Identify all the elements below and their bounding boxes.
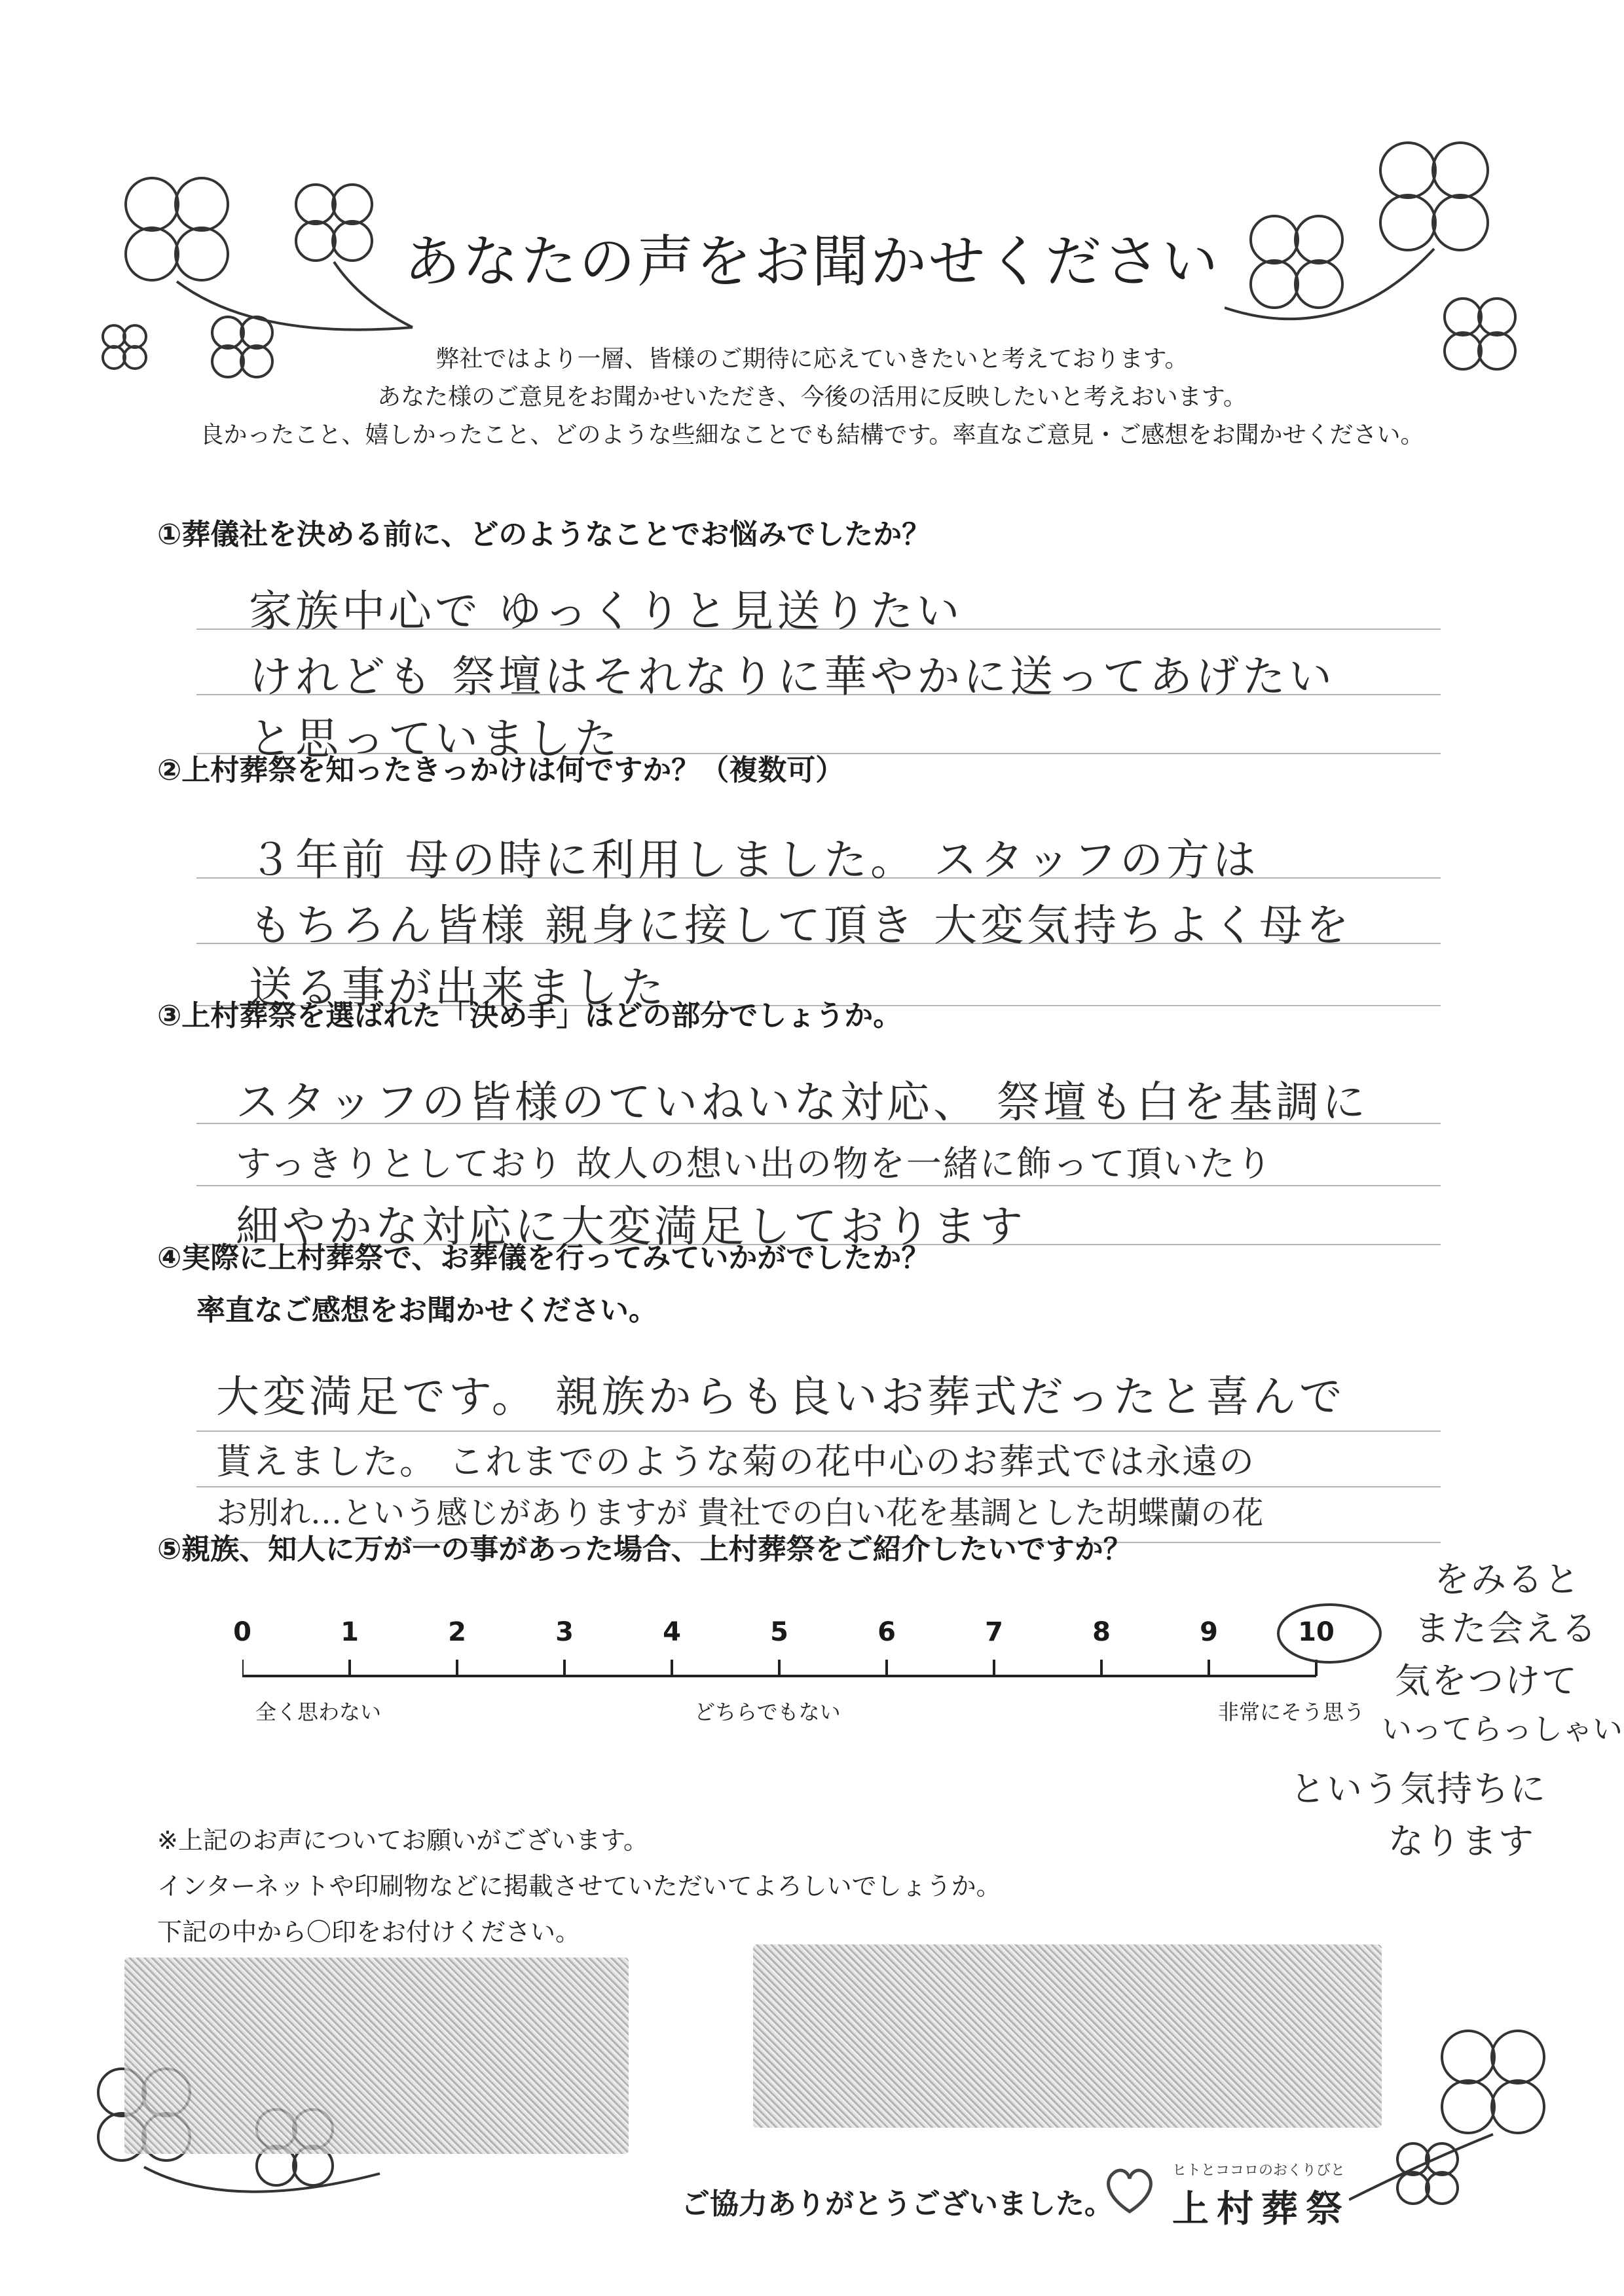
question-4-label: ④実際に上村葬祭で、お葬儀を行ってみていかがでしたか？ — [157, 1241, 931, 1275]
answer-1-line-1: 家族中心で ゆっくりと見送りたい — [249, 586, 963, 636]
notice-line-1: ※上記のお声についてお願いがございます。 — [157, 1826, 649, 1855]
scale-anchor-mid: どちらでもない — [694, 1700, 841, 1724]
scale-tick-2[interactable]: 2 — [448, 1617, 466, 1647]
answer-3-line-3: 細やかな対応に大変満足しております — [236, 1201, 1026, 1252]
answer-2-line-2: もちろん皆様 親身に接して頂き 大変気持ちよく母を — [249, 900, 1352, 951]
notice-line-2: インターネットや印刷物などに掲載させていただいてよろしいでしょうか。 — [157, 1872, 1001, 1901]
scale-tick-0[interactable]: 0 — [233, 1617, 251, 1647]
answer-3-line-1: スタッフの皆様のていねいな対応、 祭壇も白を基調に — [236, 1077, 1369, 1127]
scale-tick-9[interactable]: 9 — [1200, 1617, 1218, 1647]
brand-name: 上村葬祭 — [1172, 2188, 1350, 2231]
question-2-label: ②上村葬祭を知ったきっかけは何ですか？（複数可） — [157, 754, 845, 787]
scale-axis — [242, 1650, 1329, 1689]
scale-tick-1[interactable]: 1 — [341, 1617, 359, 1647]
margin-note-line-4: いってらっしゃい — [1382, 1711, 1623, 1747]
question-4-sublabel: 率直なご感想をお聞かせください。 — [196, 1294, 657, 1327]
scale-tick-5[interactable]: 5 — [770, 1617, 788, 1647]
question-5-label: ⑤親族、知人に万が一の事があった場合、上村葬祭をご紹介したいですか？ — [157, 1533, 1132, 1566]
answer-3-line-2: すっきりとしており 故人の想い出の物を一緒に飾って頂いたり — [236, 1143, 1273, 1184]
intro-line-2: あなた様のご意見をお聞かせいただき、今後の活用に反映したいと考えおいます。 — [377, 384, 1247, 410]
margin-note-line-5: という気持ちに — [1290, 1768, 1547, 1810]
scale-anchor-high: 非常にそう思う — [1218, 1700, 1365, 1724]
scale-anchor-low: 全く思わない — [255, 1700, 382, 1724]
scale-tick-8[interactable]: 8 — [1092, 1617, 1111, 1647]
question-1-label: ①葬儀社を決める前に、どのようなことでお悩みでしたか？ — [157, 518, 931, 551]
intro-line-3: 良かったこと、嬉しかったこと、どのような些細なことでも結構です。率直なご意見・ご感想をお聞かせください。 — [200, 422, 1424, 448]
answer-4-line-1: 大変満足です。 親族からも良いお葬式だったと喜んで — [216, 1372, 1346, 1422]
answer-1-line-3: と思っていました — [249, 714, 621, 764]
scale-tick-10[interactable]: 10 — [1298, 1617, 1335, 1647]
answer-4-line-3: お別れ…という感じがありますが 貴社での白い花を基調とした胡蝶蘭の花 — [216, 1495, 1264, 1531]
answer-1-line-2: けれども 祭壇はそれなりに華やかに送ってあげたい — [249, 651, 1335, 702]
redacted-area-right — [753, 1944, 1382, 2128]
margin-note-line-2: また会える — [1414, 1608, 1598, 1649]
margin-note-line-6: なります — [1388, 1821, 1535, 1862]
scale-tick-4[interactable]: 4 — [663, 1617, 681, 1647]
intro-line-1: 弊社ではより一層、皆様のご期待に応えていきたいと考えております。 — [435, 346, 1189, 373]
margin-note-line-1: をみると — [1434, 1559, 1581, 1600]
question-3-label: ③上村葬祭を選ばれた「決め手」はどの部分でしょうか。 — [157, 999, 902, 1032]
selected-circle-mark — [1270, 1597, 1388, 1669]
page-title: あなたの声をお聞かせください — [404, 229, 1220, 295]
answer-2-line-3: 送る事が出来ました — [249, 962, 667, 1013]
answer-4-line-2: 貰えました。 これまでのような菊の花中心のお葬式では永遠の — [216, 1441, 1256, 1482]
answer-2-line-1: ３年前 母の時に利用しました。 スタッフの方は — [249, 835, 1259, 885]
clover-ornament-bottom-right — [1349, 1990, 1585, 2226]
scale-tick-3[interactable]: 3 — [555, 1617, 574, 1647]
scale-tick-7[interactable]: 7 — [985, 1617, 1003, 1647]
margin-note-line-3: 気をつけて — [1395, 1660, 1578, 1702]
thanks-message: ご協力ありがとうございました。 — [681, 2187, 1113, 2221]
scale-tick-6[interactable]: 6 — [877, 1617, 896, 1647]
notice-line-3: 下記の中から〇印をお付けください。 — [157, 1918, 581, 1946]
heart-logo-icon — [1100, 2160, 1159, 2219]
brand-tagline: ヒトとココロのおくりびと — [1172, 2162, 1346, 2179]
redacted-area-left — [124, 1958, 629, 2154]
